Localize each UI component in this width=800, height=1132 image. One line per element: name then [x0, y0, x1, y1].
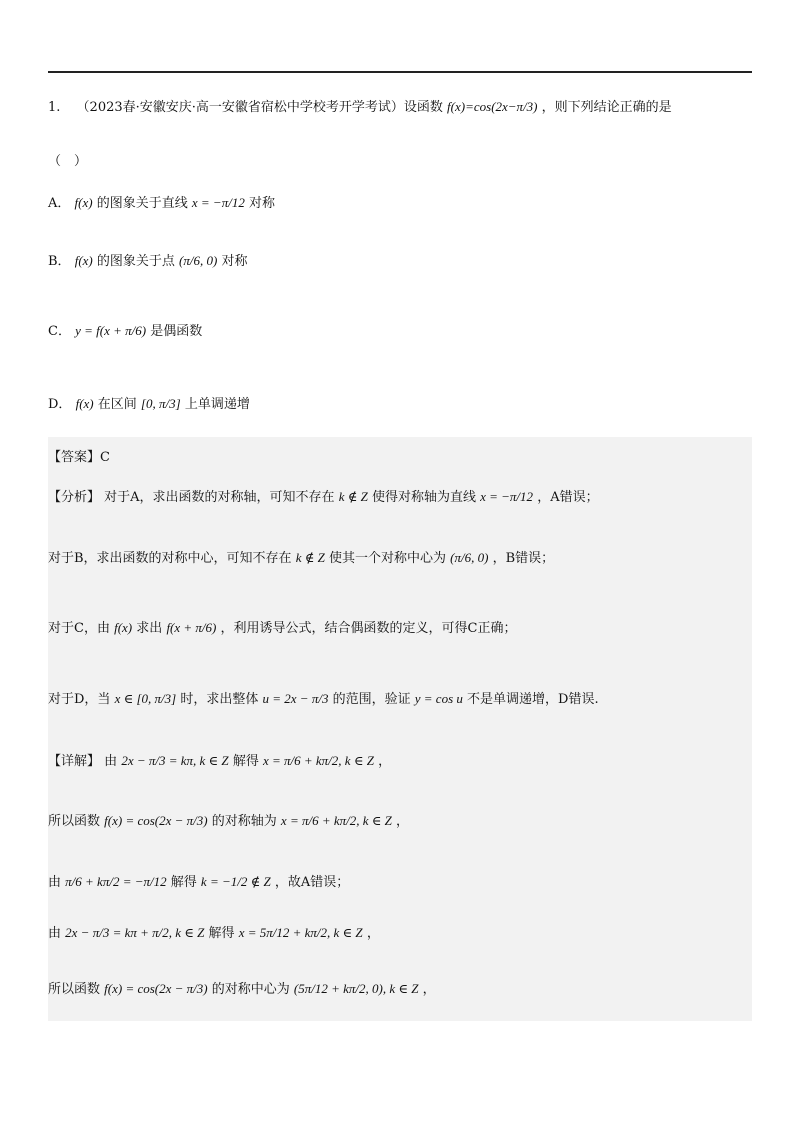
option-b: B． f(x) 的图象关于点 (π/6, 0) 对称 — [48, 253, 248, 269]
top-rule — [48, 71, 752, 73]
analysis-c: 对于C，由 f(x) 求出 f(x + π/6) ，利用诱导公式，结合偶函数的定义，可得C正确； — [48, 620, 517, 636]
question-source: （2023春·安徽安庆·高一安徽省宿松中学校考开学考试）设函数 — [76, 100, 443, 115]
analysis-d: 对于D，当 x ∈ [0, π/3] 时，求出整体 u = 2x − π/3 的范围，验证 y = cos u 不是单调递增，D错误. — [48, 691, 599, 707]
question-function: f(x)=cos(2x−π/3) — [447, 99, 538, 114]
question-stem — [48, 96, 672, 115]
question-number: 1. — [48, 100, 61, 115]
detail-line-3: 由 π/6 + kπ/2 = −π/12 解得 k = −1/2 ∉ Z ，故A错误； — [48, 874, 350, 890]
option-a: A． f(x) 的图象关于直线 x = −π/12 对称 — [48, 195, 275, 211]
option-c: C． y = f(x + π/6) 是偶函数 — [48, 323, 203, 339]
detail-line-4: 由 2x − π/3 = kπ + π/2, k ∈ Z 解得 x = 5π/12 + kπ/2, k ∈ Z ， — [48, 925, 380, 941]
analysis-a: 【分析】 对于A，求出函数的对称轴，可知不存在 k ∉ Z 使得对称轴为直线 x = −π/12 ，A错误； — [48, 489, 599, 505]
question-blank: （ ） — [48, 154, 88, 169]
analysis-b: 对于B，求出函数的对称中心，可知不存在 k ∉ Z 使其一个对称中心为 (π/6, 0) ，B错误； — [48, 550, 555, 566]
detail-line-2: 所以函数 f(x) = cos(2x − π/3) 的对称轴为 x = π/6 + kπ/2, k ∈ Z ， — [48, 813, 410, 829]
detail-label: 【详解】 — [48, 754, 101, 769]
answer-label: 【答案】C — [48, 450, 110, 465]
detail-line-1: 【详解】 由 2x − π/3 = kπ, k ∈ Z 解得 x = π/6 + kπ/2, k ∈ Z ， — [48, 753, 392, 769]
option-d: D． f(x) 在区间 [0, π/3] 上单调递增 — [48, 396, 250, 412]
question-stem-tail: ，则下列结论正确的是 — [541, 100, 672, 115]
detail-line-5: 所以函数 f(x) = cos(2x − π/3) 的对称中心为 (5π/12 + kπ/2, 0), k ∈ Z ， — [48, 981, 436, 997]
analysis-label: 【分析】 — [48, 490, 101, 505]
